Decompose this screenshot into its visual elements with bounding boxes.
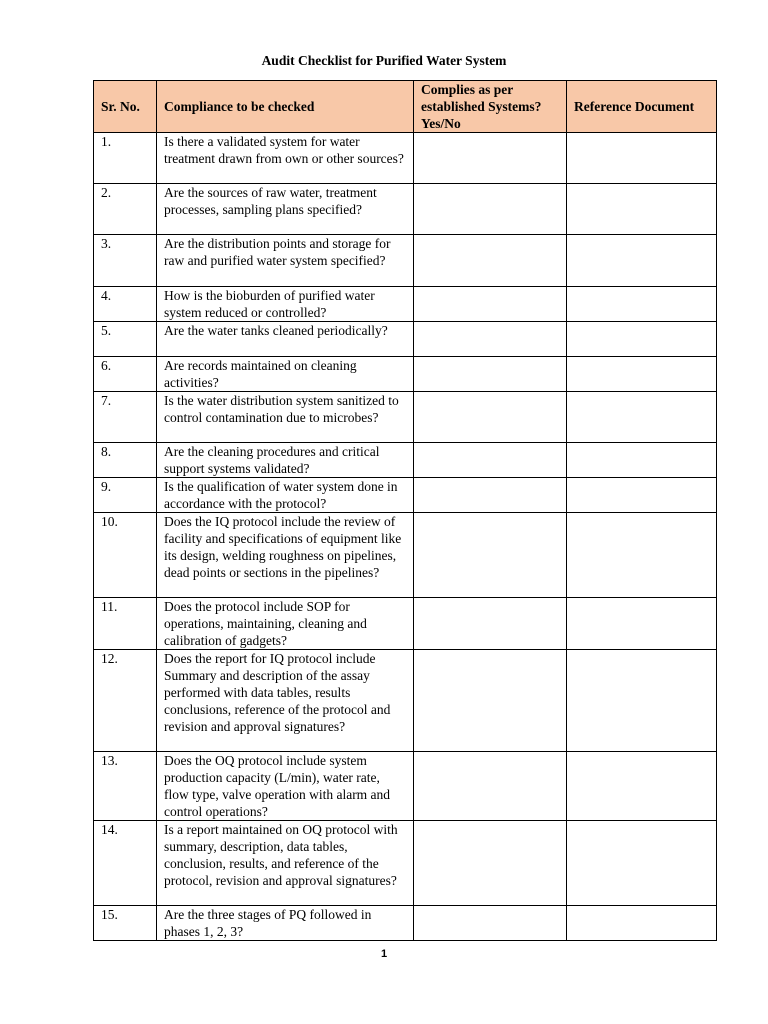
row-compliance-text: Are the sources of raw water, treatment processes, sampling plans specified? (157, 184, 414, 235)
table-row (94, 598, 717, 650)
row-compliance-text: Does the protocol include SOP for operations, maintaining, cleaning and calibration of gadgets? (157, 598, 414, 650)
row-sr-no: 5. (94, 322, 157, 357)
row-sr-no: 3. (94, 235, 157, 287)
row-complies-cell (414, 235, 567, 287)
row-reference-cell (567, 478, 717, 513)
row-reference-cell (567, 392, 717, 443)
row-complies-cell (414, 598, 567, 650)
row-reference-cell (567, 133, 717, 184)
table-row (94, 821, 717, 906)
row-complies-cell (414, 357, 567, 392)
row-compliance-text: Are the water tanks cleaned periodically? (157, 322, 414, 357)
row-reference-cell (567, 357, 717, 392)
table-row (94, 752, 717, 821)
row-reference-cell (567, 443, 717, 478)
row-reference-cell (567, 752, 717, 821)
row-sr-no: 1. (94, 133, 157, 184)
row-reference-cell (567, 821, 717, 906)
table-header-row (94, 81, 717, 133)
row-sr-no: 12. (94, 650, 157, 752)
row-compliance-text: Is the water distribution system sanitized to control contamination due to microbes? (157, 392, 414, 443)
table-row (94, 392, 717, 443)
page-number: 1 (380, 948, 388, 960)
row-complies-cell (414, 287, 567, 322)
row-reference-cell (567, 906, 717, 941)
table-row (94, 443, 717, 478)
table-row (94, 133, 717, 184)
row-sr-no: 10. (94, 513, 157, 598)
row-sr-no: 4. (94, 287, 157, 322)
row-reference-cell (567, 322, 717, 357)
row-compliance-text: Are the distribution points and storage for raw and purified water system specified? (157, 235, 414, 287)
row-compliance-text: How is the bioburden of purified water system reduced or controlled? (157, 287, 414, 322)
table-row (94, 287, 717, 322)
row-compliance-text: Is the qualification of water system done in accordance with the protocol? (157, 478, 414, 513)
row-reference-cell (567, 287, 717, 322)
audit-checklist-table (93, 80, 717, 941)
row-compliance-text: Does the report for IQ protocol include Summary and description of the assay performed with data tables, results conclusions, reference of the protocol and revision and approval signatures? (157, 650, 414, 752)
row-sr-no: 13. (94, 752, 157, 821)
row-complies-cell (414, 821, 567, 906)
table-row (94, 357, 717, 392)
row-sr-no: 14. (94, 821, 157, 906)
row-compliance-text: Are the cleaning procedures and critical support systems validated? (157, 443, 414, 478)
row-complies-cell (414, 443, 567, 478)
table-row (94, 513, 717, 598)
table-row (94, 478, 717, 513)
table-row (94, 322, 717, 357)
row-reference-cell (567, 235, 717, 287)
row-complies-cell (414, 650, 567, 752)
table-row (94, 235, 717, 287)
table-row (94, 184, 717, 235)
row-reference-cell (567, 598, 717, 650)
row-sr-no: 2. (94, 184, 157, 235)
row-sr-no: 6. (94, 357, 157, 392)
row-reference-cell (567, 184, 717, 235)
table-row (94, 650, 717, 752)
row-sr-no: 9. (94, 478, 157, 513)
row-compliance-text: Are the three stages of PQ followed in phases 1, 2, 3? (157, 906, 414, 941)
header-complies: Complies as per established Systems? Yes/No (414, 81, 567, 133)
row-complies-cell (414, 513, 567, 598)
row-sr-no: 11. (94, 598, 157, 650)
row-reference-cell (567, 650, 717, 752)
table-row (94, 906, 717, 941)
row-compliance-text: Is a report maintained on OQ protocol with summary, description, data tables, conclusion, results, and reference of the protocol, revision and approval signatures? (157, 821, 414, 906)
row-sr-no: 15. (94, 906, 157, 941)
header-compliance: Compliance to be checked (157, 81, 414, 133)
row-sr-no: 8. (94, 443, 157, 478)
header-sr-no: Sr. No. (94, 81, 157, 133)
row-reference-cell (567, 513, 717, 598)
row-compliance-text: Is there a validated system for water treatment drawn from own or other sources? (157, 133, 414, 184)
header-reference: Reference Document (567, 81, 717, 133)
row-complies-cell (414, 184, 567, 235)
row-compliance-text: Are records maintained on cleaning activities? (157, 357, 414, 392)
row-complies-cell (414, 392, 567, 443)
row-sr-no: 7. (94, 392, 157, 443)
row-complies-cell (414, 478, 567, 513)
row-complies-cell (414, 906, 567, 941)
row-complies-cell (414, 133, 567, 184)
row-complies-cell (414, 322, 567, 357)
row-compliance-text: Does the IQ protocol include the review of facility and specifications of equipment like its design, welding roughness on pipelines, dead points or sections in the pipelines? (157, 513, 414, 598)
document-title: Audit Checklist for Purified Water System (261, 53, 507, 68)
row-complies-cell (414, 752, 567, 821)
row-compliance-text: Does the OQ protocol include system production capacity (L/min), water rate, flow type, valve operation with alarm and control operations? (157, 752, 414, 821)
